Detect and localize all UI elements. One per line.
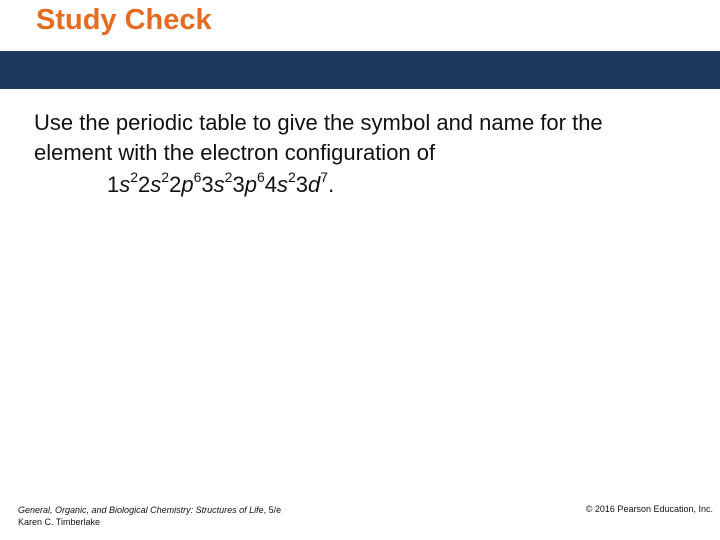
config-shell: 1 (107, 172, 120, 197)
footer-citation (18, 504, 281, 528)
config-subshell: p (181, 172, 194, 197)
config-subshell: p (244, 172, 257, 197)
footer-copyright: © 2016 Pearson Education, Inc. (585, 504, 713, 514)
config-subshell: d (308, 172, 321, 197)
config-term (295, 168, 329, 197)
config-terminator: . (328, 172, 335, 197)
config-shell: 3 (295, 172, 309, 197)
config-electrons: 2 (130, 168, 139, 185)
header-band (0, 51, 720, 89)
config-term (264, 168, 296, 197)
config-shell: 3 (201, 172, 214, 197)
config-electrons: 2 (161, 168, 170, 185)
footer-book-line (18, 504, 281, 516)
config-term (107, 168, 139, 197)
question-text (34, 108, 694, 168)
config-term (201, 168, 233, 197)
config-electrons: 2 (224, 168, 233, 185)
footer-book-title: General, Organic, and Biological Chemistry: Structures of Life (18, 505, 264, 515)
config-shell: 2 (138, 172, 151, 197)
question-line-2: element with the electron configuration of (34, 140, 436, 165)
footer-author: Karen C. Timberlake (18, 517, 101, 527)
electron-configuration (107, 168, 335, 198)
config-subshell: s (150, 172, 162, 197)
config-shell: 4 (264, 172, 277, 197)
footer-edition: , 5/e (263, 505, 282, 515)
config-subshell: s (119, 172, 131, 197)
config-electrons: 6 (193, 168, 202, 185)
config-shell: 3 (232, 172, 245, 197)
config-term (232, 168, 265, 197)
config-electrons: 2 (287, 168, 296, 185)
config-electrons: 6 (256, 168, 265, 185)
config-term (169, 168, 202, 197)
slide-title: Study Check (36, 4, 212, 36)
config-subshell: s (276, 172, 288, 197)
config-subshell: s (213, 172, 225, 197)
config-electrons: 7 (320, 168, 329, 185)
config-term (138, 168, 170, 197)
config-shell: 2 (169, 172, 182, 197)
question-line-1: Use the periodic table to give the symbol and name for the (34, 110, 603, 135)
